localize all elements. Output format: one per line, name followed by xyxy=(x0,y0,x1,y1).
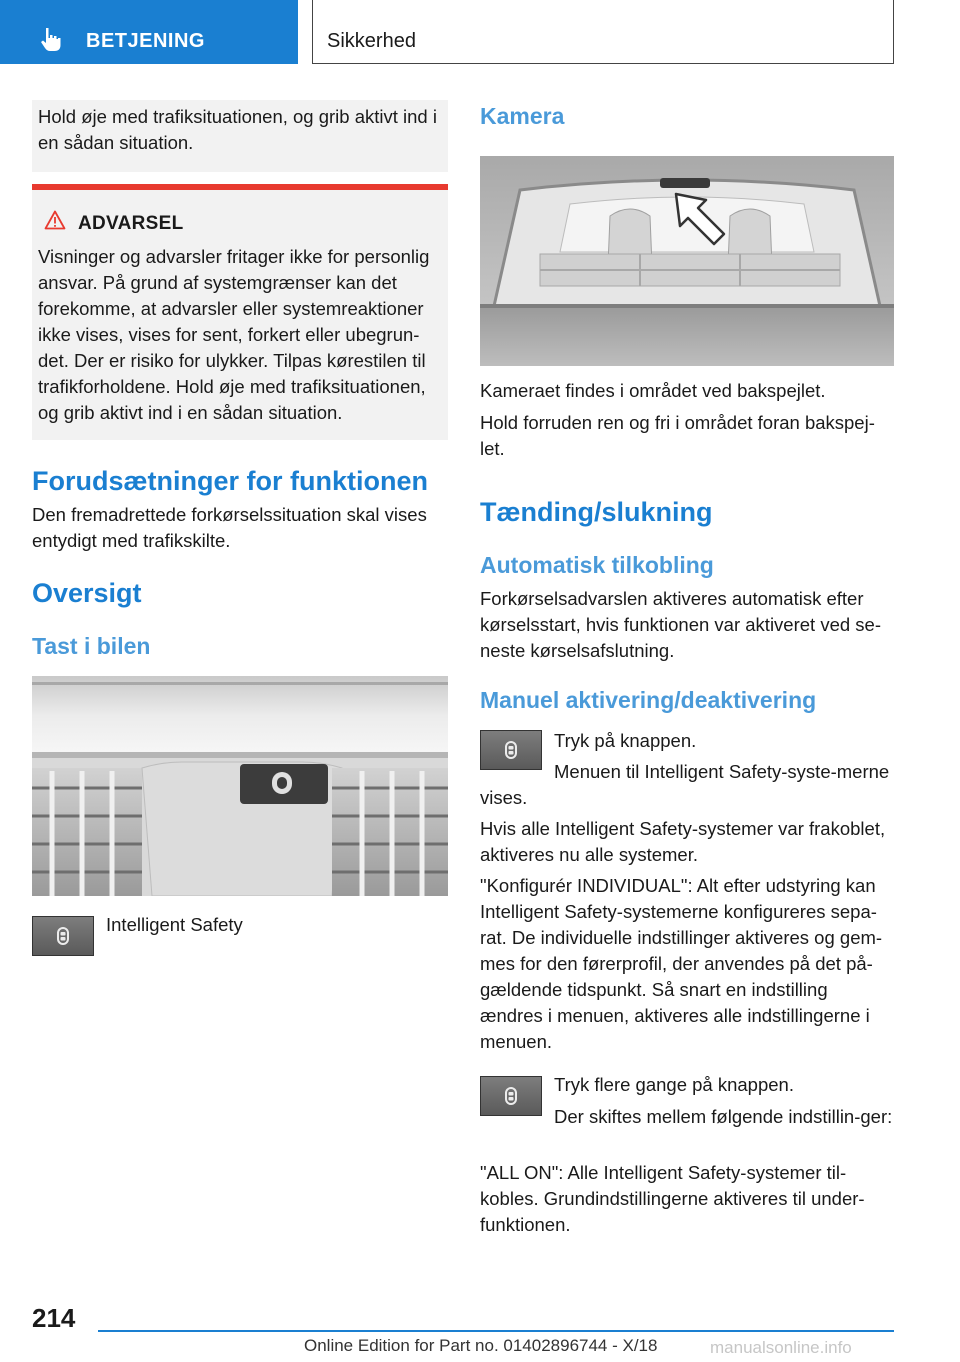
overview-heading: Oversigt xyxy=(32,578,142,608)
car-safety-icon xyxy=(500,739,522,761)
all-off-text: Hvis alle Intelligent Safety-systemer var frakoblet, aktiveres nu alle systemer. xyxy=(480,818,886,865)
chapter-header xyxy=(312,0,894,64)
section-tab-label: BETJENING xyxy=(86,30,205,52)
button-heading: Tast i bilen xyxy=(32,633,151,659)
camera-heading: Kamera xyxy=(480,103,565,129)
switch-text: Der skiftes mellem følgende indstillin-ger: xyxy=(554,1106,893,1127)
car-safety-icon xyxy=(52,925,74,947)
auto-text: Forkørselsadvarslen aktiveres automatisk efter kørselsstart, hvis funktionen var aktiveret ved se-neste kørselsafslutning. xyxy=(480,588,881,661)
warning-title: ADVARSEL xyxy=(78,213,184,234)
camera-text-1: Kameraet findes i området ved bakspejlet. xyxy=(480,380,826,401)
configure-text: "Konfigurér INDIVIDUAL": Alt efter udstyring kan Intelligent Safety-systemerne konfigureres sepa-rat. De individuelle indstillinger aktiveres og gem-mes for den førerprofil, der anvendes på det på-gældende tidspunkt. Så snart en indstilling ændres i menuen, aktiveres alle indstillingerne i menuen. xyxy=(480,875,883,1052)
warning-body: Visninger og advarsler fritager ikke for personlig ansvar. På grund af systemgrænser kan det forekomme, at advarsler eller systemreaktioner ikke vises, vises for sent, forkert eller ubegrun-det. Der er risiko for ulykker. Tilpas kørestilen til trafikforholdene. Hold øje med trafiksituationen, og grib aktivt ind i en sådan situation. xyxy=(38,246,430,423)
chapter-title: Sikkerhed xyxy=(327,30,416,52)
intelligent-safety-button-icon xyxy=(32,916,94,956)
press-repeat-text: Tryk flere gange på knappen. xyxy=(554,1074,794,1095)
prereq-heading: Forudsætninger for funktionen xyxy=(32,466,428,496)
dashboard-photo xyxy=(32,676,448,896)
watermark-text: manualsonline.info xyxy=(710,1338,852,1357)
button-label: Intelligent Safety xyxy=(106,914,243,935)
press-button-text: Tryk på knappen. xyxy=(554,730,697,751)
menu-shown-text: Menuen til Intelligent Safety-syste-merne vises. xyxy=(480,761,890,808)
edition-text: Online Edition for Part no. 01402896744 - X/18 xyxy=(304,1336,658,1355)
onoff-heading: Tænding/slukning xyxy=(480,497,713,527)
auto-heading: Automatisk tilkobling xyxy=(480,552,714,578)
hand-pointer-icon xyxy=(38,26,64,52)
footer-rule xyxy=(98,1330,894,1332)
page-number: 214 xyxy=(32,1303,76,1333)
intro-text: Hold øje med trafiksituationen, og grib aktivt ind i en sådan situation. xyxy=(38,106,437,153)
warning-bar xyxy=(32,184,448,190)
warning-triangle-icon xyxy=(44,210,66,230)
camera-photo xyxy=(480,156,894,366)
prereq-text: Den fremadrettede forkørselssituation skal vises entydigt med trafikskilte. xyxy=(32,504,427,551)
camera-text-2: Hold forruden ren og fri i området foran bakspej-let. xyxy=(480,412,875,459)
all-on-text: "ALL ON": Alle Intelligent Safety-systemer til-kobles. Grundindstillingerne aktiveres til under-funktionen. xyxy=(480,1162,865,1235)
manual-heading: Manuel aktivering/deaktivering xyxy=(480,687,817,713)
section-tab[interactable] xyxy=(0,0,298,64)
